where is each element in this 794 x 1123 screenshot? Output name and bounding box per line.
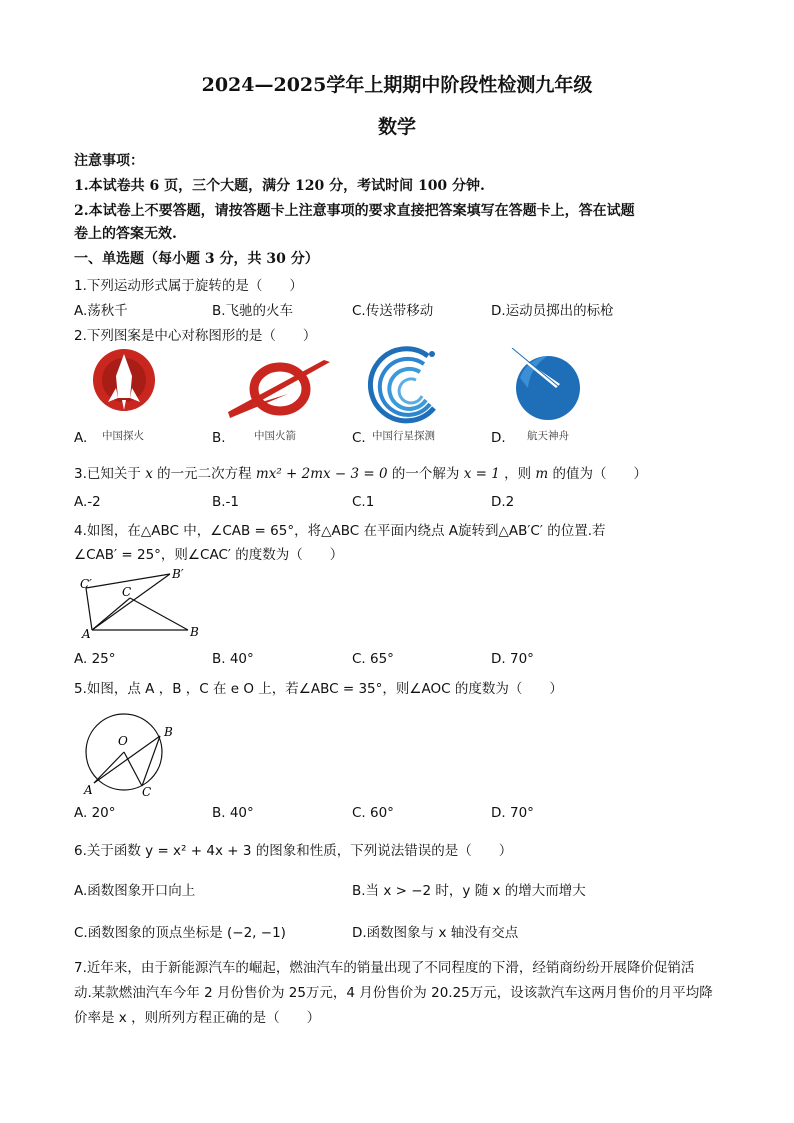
notes-item-1: 1.本试卷共 6 页，三个大题，满分 120 分，考试时间 100 分钟.: [74, 178, 485, 194]
logo-china-planetary-exploration: [368, 346, 448, 426]
q4-triangle-figure: [72, 564, 212, 644]
q1-option-d: D.运动员掷出的标枪: [491, 303, 614, 319]
q6-option-c: C.函数图象的顶点坐标是 (−2, −1): [74, 925, 286, 941]
q2-caption-a: 中国探火: [102, 430, 144, 442]
q3-option-c: C.1: [352, 494, 375, 510]
q6-option-d: D.函数图象与 x 轴没有交点: [352, 925, 519, 941]
q7-stem-line-1: 7.近年来，由于新能源汽车的崛起，燃油汽车的销量出现了不同程度的下滑，经销商纷纷开展降价促销活: [74, 960, 695, 976]
q2-stem: 2.下列图案是中心对称图形的是（ ）: [74, 328, 317, 344]
q5-circle-figure: [74, 712, 184, 798]
q1-option-c: C.传送带移动: [352, 303, 434, 319]
q3-stem: [74, 462, 647, 482]
exam-subject: 数学: [377, 116, 416, 138]
q6-option-b: B.当 x > −2 时，y 随 x 的增大而增大: [352, 883, 586, 899]
q4-option-c: C. 65°: [352, 651, 394, 667]
q2-caption-b: 中国火箭: [254, 430, 296, 442]
q4-label-a: A: [82, 627, 91, 641]
q3-stem-post: ，则: [504, 466, 532, 482]
q3-option-d: D.2: [491, 494, 515, 510]
q3-stem-pre: 3.已知关于: [74, 466, 141, 482]
q5-label-b: B: [164, 725, 173, 739]
logo-shenzhou-spacecraft: [508, 348, 584, 424]
q5-stem: 5.如图，点 A ，B ，C 在 e O 上，若∠ABC = 35°，则∠AOC 的度数为（ ）: [74, 681, 563, 697]
q5-option-d: D. 70°: [491, 805, 534, 821]
q2-option-a: A.: [74, 430, 88, 446]
q3-option-b: B.-1: [212, 494, 240, 510]
notes-item-2-line-2: 卷上的答案无效.: [74, 226, 177, 242]
q3-stem-end: 的值为（ ）: [552, 466, 648, 482]
q4-option-a: A. 25°: [74, 651, 116, 667]
q4-label-b: B: [190, 625, 199, 639]
q1-option-a: A.荡秋千: [74, 303, 128, 319]
q2-caption-c: 中国行星探测: [372, 430, 435, 442]
exam-title: 2024—2025学年上期期中阶段性检测九年级: [201, 74, 593, 96]
q4-stem-line-1: 4.如图，在△ABC 中，∠CAB = 65°，将△ABC 在平面内绕点 A旋转到△AB′C′ 的位置.若: [74, 523, 606, 539]
logo-china-mars-exploration: [88, 346, 160, 422]
q3-stem-mid2: 的一个解为: [391, 466, 460, 482]
q4-label-c: C: [122, 585, 132, 599]
q5-option-c: C. 60°: [352, 805, 394, 821]
q2-option-b: B.: [212, 430, 226, 446]
q1-stem: 1.下列运动形式属于旋转的是（ ）: [74, 278, 303, 294]
notes-heading: 注意事项：: [74, 153, 144, 169]
q6-option-a: A.函数图象开口向上: [74, 883, 196, 899]
q3-var-x: x: [145, 466, 153, 482]
q4-label-b-prime: B′: [172, 567, 184, 581]
q5-label-c: C: [142, 785, 152, 798]
q1-option-b: B.飞驰的火车: [212, 303, 294, 319]
q7-stem-line-2: 动.某款燃油汽车今年 2 月份售价为 25万元，4 月份售价为 20.25万元，设该款汽车这两月售价的月平均降: [74, 985, 713, 1001]
q2-option-d: D.: [491, 430, 506, 446]
q6-stem: 6.关于函数 y = x² + 4x + 3 的图象和性质，下列说法错误的是（ ）: [74, 843, 513, 859]
q3-stem-mid: 的一元二次方程: [157, 466, 252, 482]
q3-equation: mx² + 2mx − 3 = 0: [255, 466, 388, 482]
q4-stem-line-2: ∠CAB′ = 25°，则∠CAC′ 的度数为（ ）: [74, 547, 344, 563]
q3-option-a: A.-2: [74, 494, 101, 510]
q3-solution: x = 1: [463, 466, 500, 482]
q5-option-b: B. 40°: [212, 805, 254, 821]
notes-item-2-line-1: 2.本试卷上不要答题，请按答题卡上注意事项的要求直接把答案填写在答题卡上，答在试题: [74, 203, 635, 219]
q7-stem-line-3: 价率是 x ，则所列方程正确的是（ ）: [74, 1010, 321, 1026]
q5-label-a: A: [84, 783, 93, 797]
q3-var-m: m: [535, 466, 549, 482]
logo-china-rocket: [228, 356, 332, 422]
q4-option-b: B. 40°: [212, 651, 254, 667]
q4-label-c-prime: C′: [80, 577, 92, 591]
q5-label-o: O: [118, 734, 128, 748]
q2-caption-d: 航天神舟: [527, 430, 569, 442]
q4-option-d: D. 70°: [491, 651, 534, 667]
q5-option-a: A. 20°: [74, 805, 116, 821]
section-1-heading: 一、单选题（每小题 3 分，共 30 分）: [74, 251, 319, 267]
q2-option-c: C.: [352, 430, 366, 446]
